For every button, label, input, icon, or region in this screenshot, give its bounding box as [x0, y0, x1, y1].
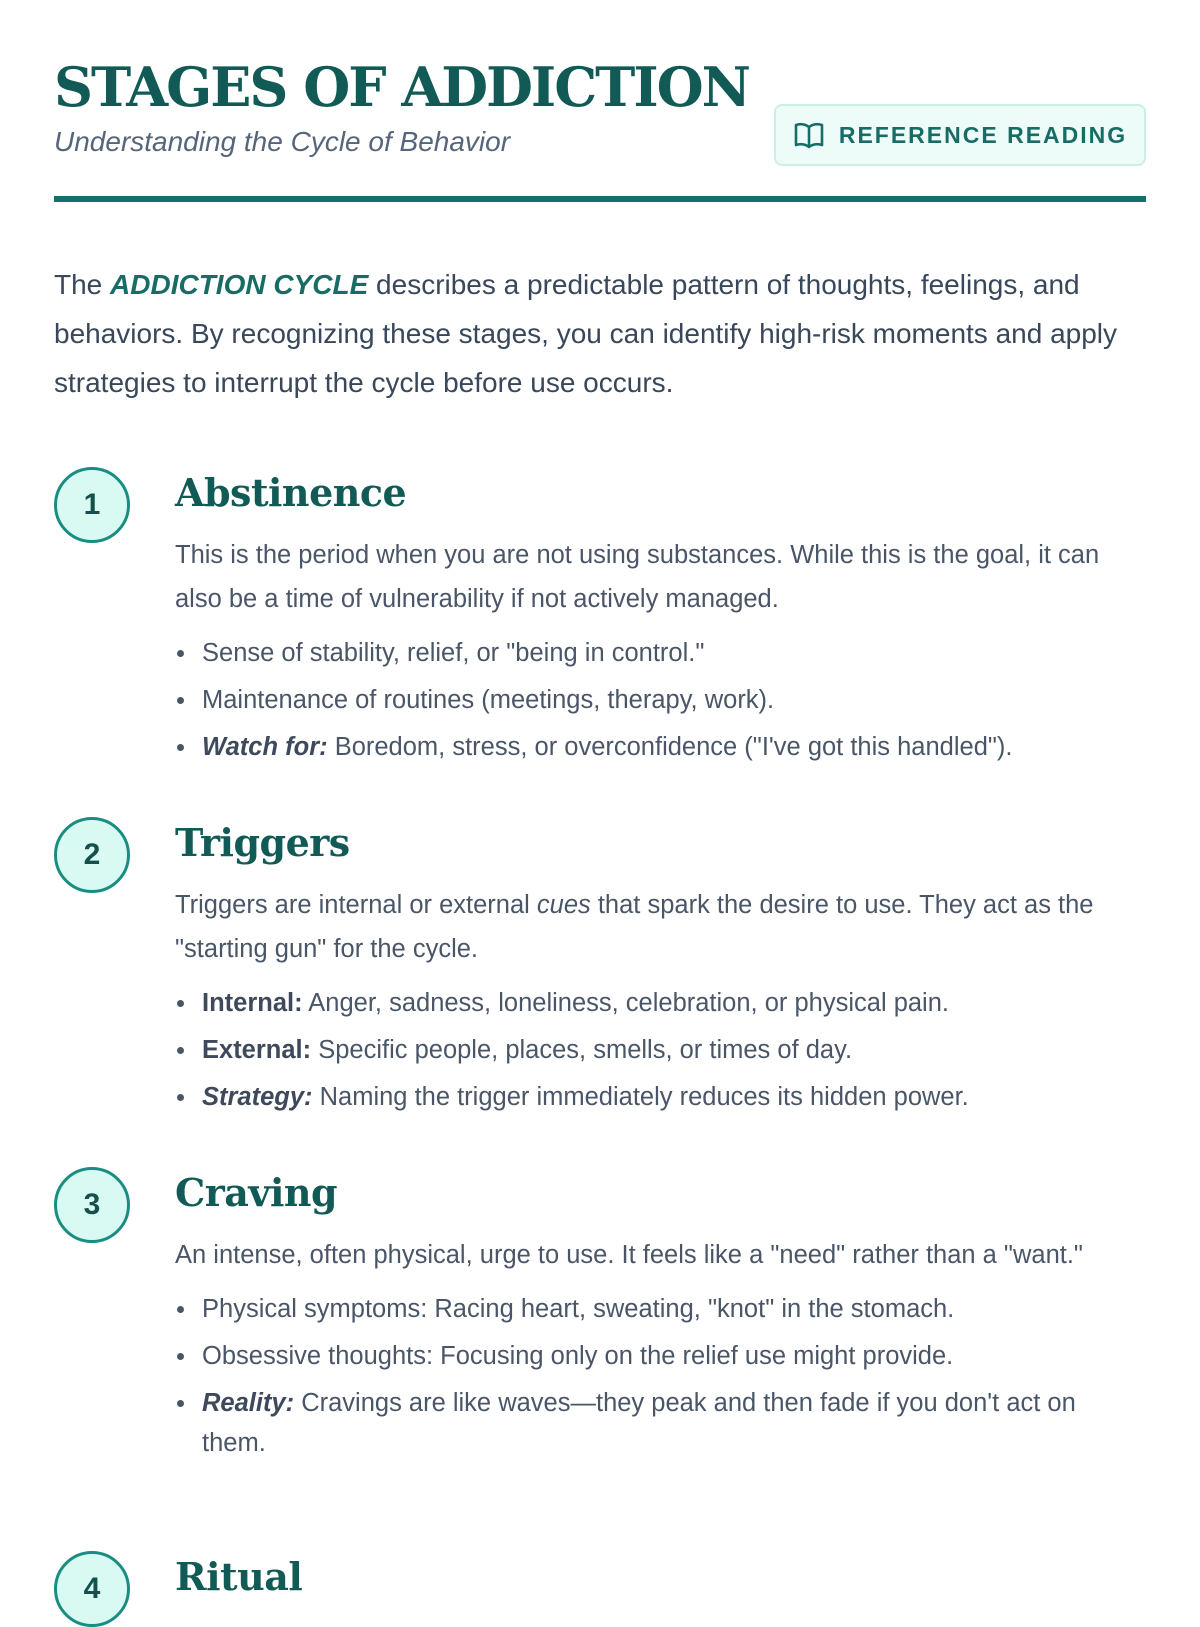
reference-reading-button[interactable]: [774, 104, 1146, 166]
stage-description: [175, 883, 1146, 971]
intro-prefix: The: [54, 269, 111, 300]
stage-description-text: An intense, often physical, urge to use. It feels like a "need" rather than a "want.": [175, 1241, 1083, 1269]
list-item-text: Maintenance of routines (meetings, therapy, work).: [202, 686, 775, 714]
stage-description-text: Triggers are internal or external: [175, 891, 537, 919]
list-item-text: Sense of stability, relief, or "being in control.": [202, 639, 705, 667]
list-item-text: Cravings are like waves—they peak and then fade if you don't act on them.: [202, 1389, 1076, 1457]
list-item-text: Obsessive thoughts: Focusing only on the relief use might provide.: [202, 1342, 954, 1370]
stage-description: [175, 533, 1146, 621]
list-item-text: Anger, sadness, loneliness, celebration, or physical pain.: [302, 989, 949, 1017]
stage-bullet-list: [175, 983, 1146, 1117]
stage-craving: [54, 1165, 1146, 1463]
intro-suffix: describes a predictable pattern of thoughts, feelings, and behaviors. By recognizing these stages, you can identify high-risk moments and apply strategies to interrupt the cycle before use occurs.: [54, 269, 1118, 398]
list-item-text: Specific people, places, smells, or times of day.: [311, 1036, 853, 1064]
stage-ritual: [54, 1549, 1146, 1605]
stage-bullet-list: [175, 1289, 1146, 1463]
list-item: [202, 1030, 1146, 1070]
list-item: [202, 983, 1146, 1023]
stage-number-badge: 4: [54, 1551, 130, 1627]
list-item-lead: External:: [202, 1036, 312, 1064]
stage-number-badge: 2: [54, 817, 130, 893]
open-book-icon: [793, 121, 825, 149]
list-item: [202, 727, 1146, 767]
stage-description-emphasis: cues: [536, 891, 591, 919]
list-item: [202, 1077, 1146, 1117]
stage-triggers: [54, 815, 1146, 1117]
list-item: [202, 680, 1146, 720]
list-item-lead: Reality:: [202, 1389, 295, 1417]
page-title: STAGES OF ADDICTION: [54, 55, 750, 119]
stage-number-badge: 1: [54, 467, 130, 543]
list-item-text: Physical symptoms: Racing heart, sweating, "knot" in the stomach.: [202, 1295, 955, 1323]
stage-abstinence: [54, 465, 1146, 767]
stage-title: Abstinence: [175, 470, 407, 515]
list-item-lead: Watch for:: [202, 733, 328, 761]
intro-paragraph: [54, 260, 1144, 407]
stage-description-text: This is the period when you are not using substances. While this is the goal, it can also be a time of vulnerability if not actively managed.: [175, 541, 1100, 613]
list-item-text: Naming the trigger immediately reduces its hidden power.: [312, 1083, 969, 1111]
stage-title: Triggers: [175, 820, 350, 865]
list-item: [202, 1289, 1146, 1329]
reference-reading-label: REFERENCE READING: [838, 121, 1128, 148]
list-item: [202, 1336, 1146, 1376]
intro-keyword: ADDICTION CYCLE: [110, 269, 369, 300]
stage-number-badge: 3: [54, 1167, 130, 1243]
stage-bullet-list: [175, 633, 1146, 767]
page-header: [54, 0, 1146, 202]
list-item-lead: Internal:: [202, 989, 303, 1017]
list-item: [202, 633, 1146, 673]
list-item: [202, 1383, 1146, 1463]
stage-title: Ritual: [175, 1554, 303, 1599]
stage-title: Craving: [175, 1170, 338, 1215]
list-item-lead: Strategy:: [202, 1083, 313, 1111]
list-item-text: Boredom, stress, or overconfidence ("I've got this handled").: [327, 733, 1013, 761]
page-subtitle: Understanding the Cycle of Behavior: [54, 126, 511, 157]
stage-description-text: that spark the desire to use. They act as the "starting gun" for the cycle.: [175, 891, 1094, 963]
stage-description: [175, 1233, 1146, 1277]
